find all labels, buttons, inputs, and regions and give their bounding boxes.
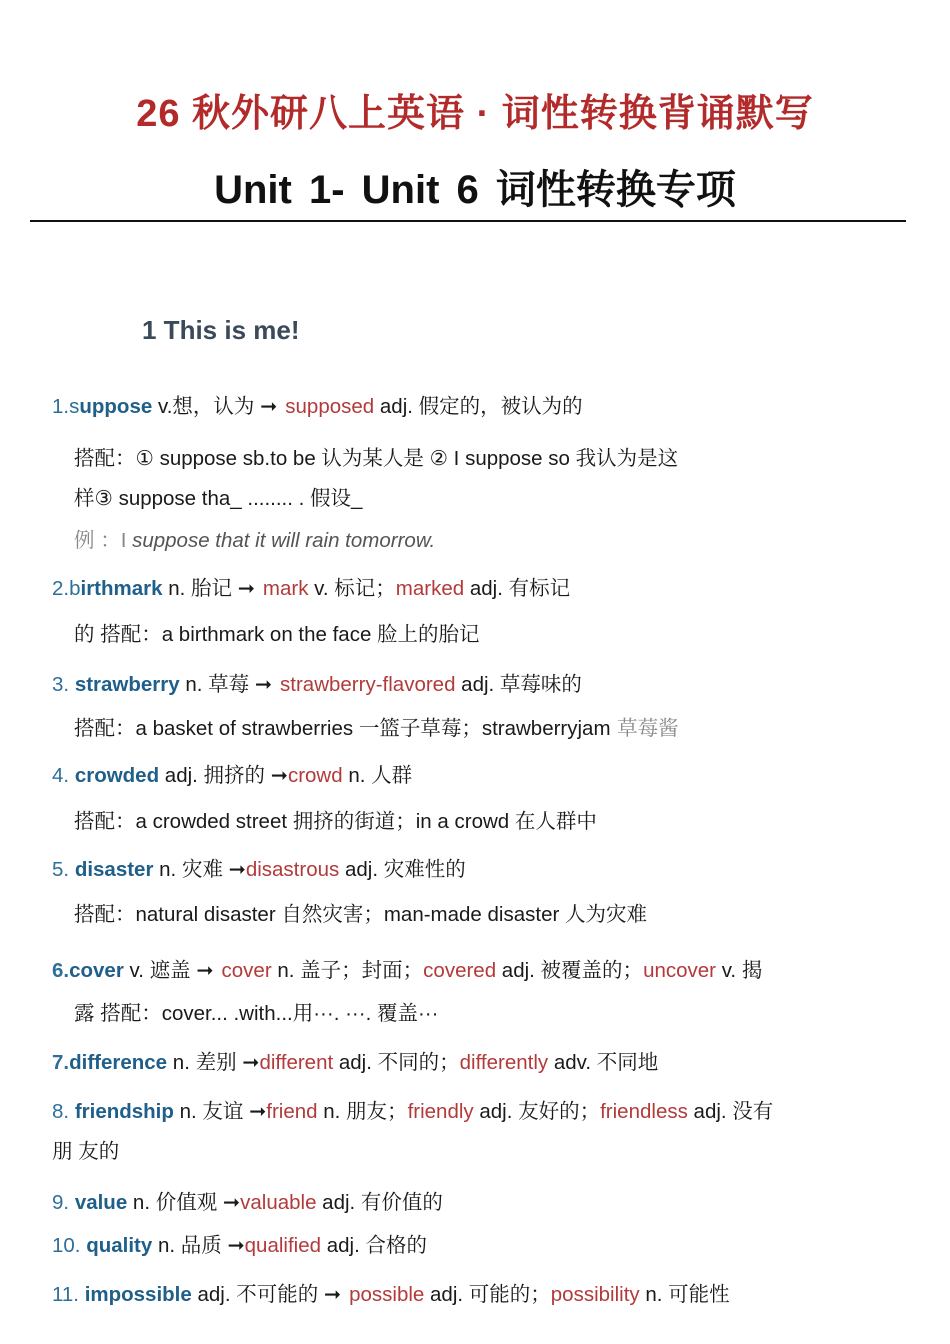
derived-definition: n. 人群 (342, 764, 413, 787)
part-of-speech: n. 品质 (152, 1234, 228, 1257)
entry-number: 2.b (52, 577, 81, 600)
derived-definition: adj. 可能的； (424, 1283, 551, 1306)
entry-number: 10. (52, 1234, 81, 1257)
derived-word: differently (459, 1051, 549, 1074)
headword: uppose (79, 395, 153, 418)
example-italic: suppose that it will (132, 529, 300, 552)
arrow-icon: ➞ (196, 959, 214, 982)
arrow-icon: ➞ (242, 1051, 260, 1074)
derived-definition: adj. 有标记 (464, 577, 571, 600)
entry-3 (52, 667, 582, 697)
derived-definition: adj. 草莓味的 (455, 673, 582, 696)
derived-definition: adj. 合格的 (321, 1234, 427, 1257)
part-of-speech: n. 差别 (167, 1051, 243, 1074)
derived-word: uncover (643, 959, 716, 982)
derived-word: crowd (287, 764, 343, 787)
part-of-speech: n. 价值观 (127, 1191, 223, 1214)
headword: difference (69, 1051, 168, 1074)
derived-word: possibility (550, 1283, 640, 1306)
part-of-speech: v. 遮盖 (123, 959, 197, 982)
section-heading: 1 This is me! (142, 315, 300, 345)
arrow-icon: ➞ (237, 577, 255, 600)
derived-definition: n. 朋友； (317, 1100, 408, 1123)
part-of-speech: n. 灾难 (153, 858, 229, 881)
entry-number: 5. (52, 858, 70, 881)
headword: impossible (84, 1283, 192, 1306)
headword: disaster (74, 858, 154, 881)
headword: friendship (74, 1100, 174, 1123)
part-of-speech: n. 胎记 (162, 577, 238, 600)
derived-word: mark (262, 577, 309, 600)
entry-1 (52, 389, 583, 419)
entry-9 (52, 1185, 443, 1215)
derived-definition: v. 揭 (716, 959, 763, 982)
entry-number: 4. (52, 764, 70, 787)
entry-4 (52, 758, 412, 788)
headword: irthmark (80, 577, 163, 600)
arrow-icon: ➞ (270, 764, 288, 787)
arrow-icon: ➞ (260, 395, 278, 418)
entry-number: 3. (52, 673, 70, 696)
entry-6 (52, 953, 762, 983)
collocation-line: 的 搭配：a birthmark on the face 脸上的胎记 (74, 623, 480, 646)
entry-8 (52, 1094, 773, 1124)
derived-word: friendless (600, 1100, 688, 1123)
entry-number: 7. (52, 1051, 70, 1074)
part-of-speech: n. 草莓 (179, 673, 255, 696)
collocation-text: 搭配：a basket of strawberries 一篮子草莓；strawberryjam (74, 717, 611, 740)
derived-word: friend (266, 1100, 318, 1123)
derived-word: qualified (244, 1234, 322, 1257)
derived-definition: n. 可能性 (639, 1283, 730, 1306)
derived-definition: n. 盖子；封面； (271, 959, 424, 982)
derived-word: cover (221, 959, 272, 982)
arrow-icon: ➞ (222, 1191, 241, 1214)
entry-5 (52, 852, 466, 882)
arrow-icon: ➞ (249, 1100, 267, 1123)
arrow-icon: ➞ (227, 1234, 245, 1257)
derived-word: supposed (285, 395, 375, 418)
derived-word: covered (423, 959, 497, 982)
title-divider (30, 220, 906, 222)
derived-definition: adj. 被覆盖的； (496, 959, 644, 982)
headword: cover (69, 959, 124, 982)
derived-definition: adj. 有价值的 (316, 1191, 443, 1214)
derived-definition: adj. 假定的，被认为的 (374, 395, 583, 418)
entry-number: 6. (52, 959, 70, 982)
entry-11 (52, 1277, 730, 1307)
document-subtitle: Unit 1- Unit 6 词性转换专项 (214, 168, 736, 212)
collocation-tail: 草莓酱 (610, 716, 679, 740)
derived-definition: adj. 灾难性的 (339, 858, 466, 881)
derived-word: disastrous (245, 858, 340, 881)
document-title: 26 秋外研八上英语 · 词性转换背诵默写 (136, 93, 814, 135)
derived-definition: adv. 不同地 (548, 1051, 659, 1074)
part-of-speech: n. 友谊 (173, 1100, 250, 1123)
derived-definition: adj. 友好的； (473, 1100, 601, 1123)
derived-word: different (259, 1051, 334, 1074)
headword: strawberry (74, 673, 180, 696)
derived-definition: adj. 不同的； (333, 1051, 460, 1074)
entry-7 (52, 1045, 658, 1075)
collocation-line: 搭配：natural disaster 自然灾害；man-made disaster 人为灾难 (74, 903, 648, 926)
headword: crowded (74, 764, 160, 787)
example-line (74, 523, 435, 553)
entry-2 (52, 571, 570, 601)
derived-word: strawberry-flavored (280, 673, 456, 696)
arrow-icon: ➞ (228, 858, 246, 881)
arrow-icon: ➞ (254, 673, 273, 696)
derived-word: valuable (240, 1191, 317, 1214)
headword: value (74, 1191, 128, 1214)
collocation-line: 搭配：① suppose sb.to be 认为某人是 ② I suppose so 我认为是这 (74, 447, 679, 470)
collocation-line: 露 搭配：cover... .with...用···. ···. 覆盖··· (74, 1002, 439, 1025)
example-prefix: 例 ：I (74, 529, 133, 552)
collocation-line: 搭配：a crowded street 拥挤的街道；in a crowd 在人群中 (74, 810, 597, 833)
arrow-icon: ➞ (323, 1283, 342, 1306)
derived-word: friendly (407, 1100, 474, 1123)
derived-word: possible (349, 1283, 425, 1306)
entry-number: 8. (52, 1100, 70, 1123)
collocation-line: 样③ suppose tha_ ........ . 假设_ (74, 487, 363, 510)
derived-definition: v. 标记； (308, 577, 396, 600)
part-of-speech: v.想，认为 (152, 395, 261, 418)
part-of-speech: adj. 拥挤的 (159, 764, 271, 787)
entry-10 (52, 1228, 427, 1258)
entry-number: 1.s (52, 395, 80, 418)
collocation-line: 朋 友的 (52, 1140, 120, 1163)
headword: quality (86, 1234, 153, 1257)
entry-number: 9. (52, 1191, 70, 1214)
example-rest: rain tomorrow. (299, 529, 436, 552)
derived-definition: adj. 没有 (687, 1100, 774, 1123)
collocation-line (74, 711, 679, 741)
entry-number: 11. (52, 1283, 79, 1306)
part-of-speech: adj. 不可能的 (191, 1283, 324, 1306)
derived-word: marked (395, 577, 465, 600)
